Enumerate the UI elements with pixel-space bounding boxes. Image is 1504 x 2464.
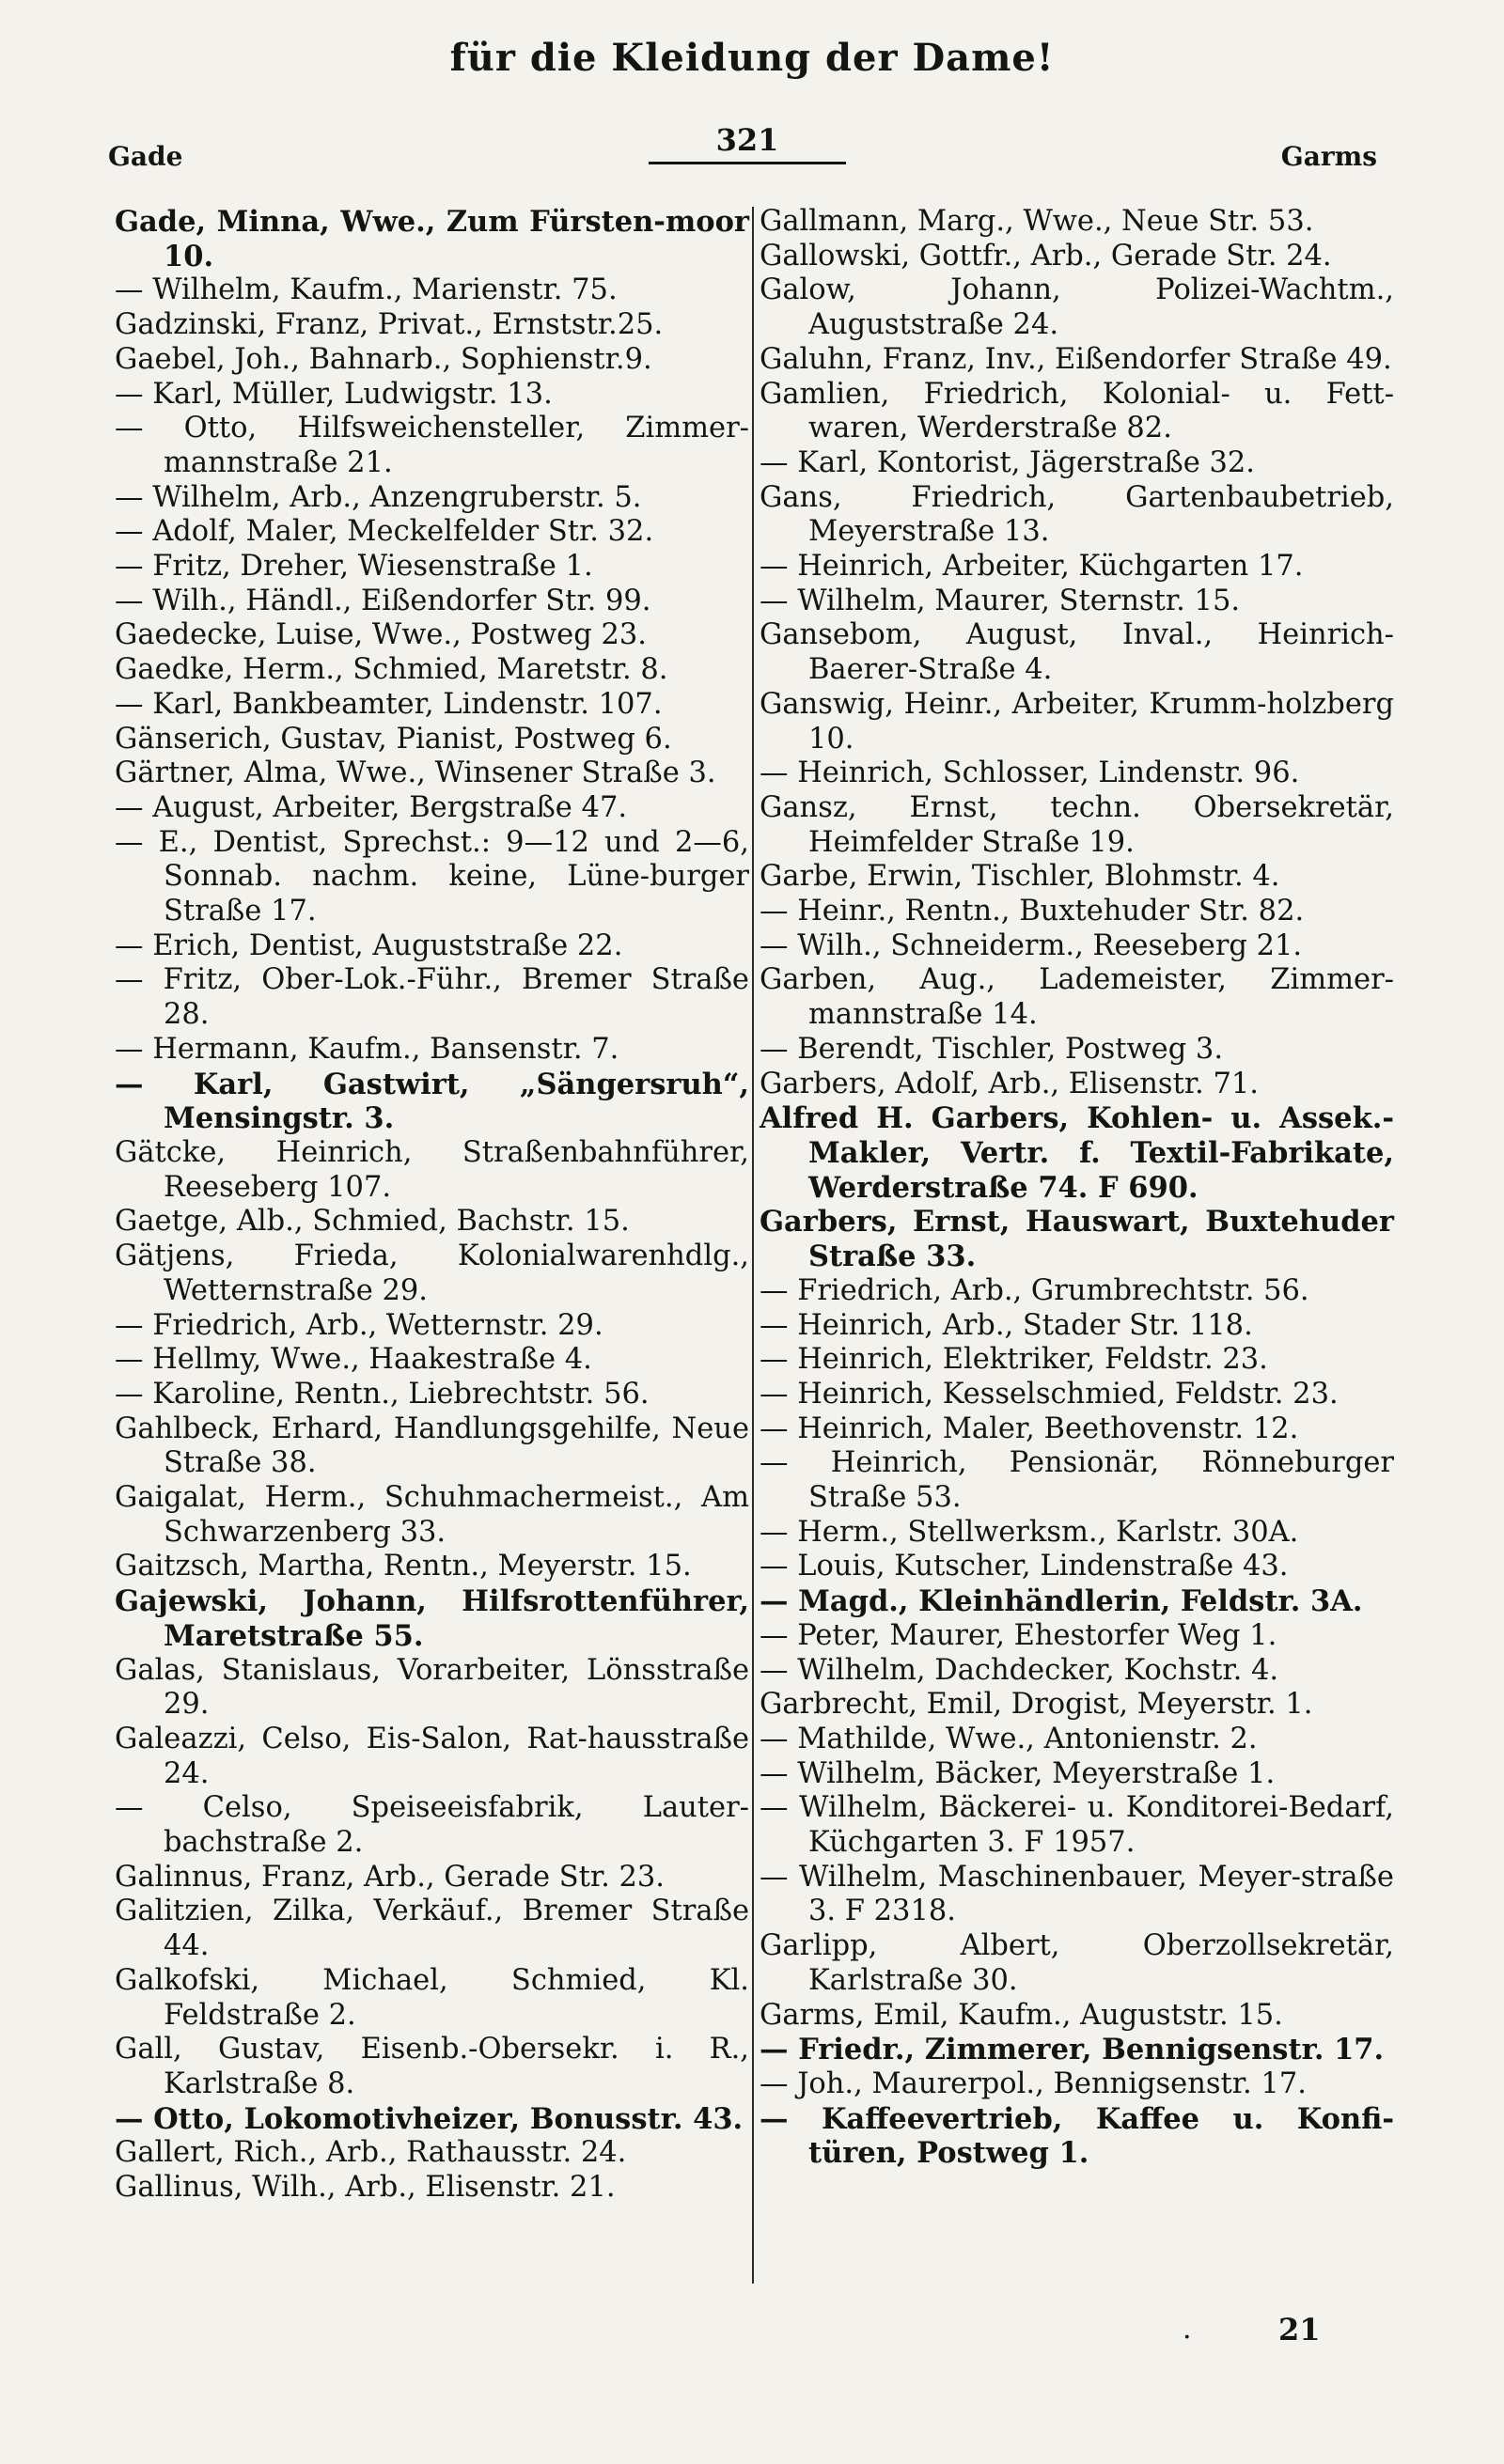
directory-entry: — Otto, Lokomotivheizer, Bonusstr. 43. xyxy=(115,2101,744,2136)
directory-entry: — Wilhelm, Maschinenbauer, Meyer-straße 3. F 2318. xyxy=(760,1860,1394,1928)
directory-entry: Galinnus, Franz, Arb., Gerade Str. 23. xyxy=(115,1860,665,1894)
directory-entry: — Karl, Müller, Ludwigstr. 13. xyxy=(115,377,553,411)
directory-entry: — Erich, Dentist, Auguststraße 22. xyxy=(115,928,623,962)
directory-entry: Garbers, Adolf, Arb., Elisenstr. 71. xyxy=(760,1067,1259,1100)
directory-entry: — Wilhelm, Maurer, Sternstr. 15. xyxy=(760,584,1241,617)
directory-entry: — Heinrich, Kesselschmied, Feldstr. 23. xyxy=(760,1377,1339,1411)
directory-entry: — Peter, Maurer, Ehestorfer Weg 1. xyxy=(760,1618,1277,1652)
directory-entry: — Karl, Bankbeamter, Lindenstr. 107. xyxy=(115,687,663,721)
directory-entry: Garben, Aug., Lademeister, Zimmer-mannstraße 14. xyxy=(760,963,1394,1032)
directory-entry: Garbers, Ernst, Hauswart, Buxtehuder Straße 33. xyxy=(760,1205,1394,1274)
directory-entry: — Karl, Gastwirt, „Sängersruh“, Mensingstr. 3. xyxy=(115,1067,749,1136)
directory-entry: Gamlien, Friedrich, Kolonial- u. Fett-waren, Werderstraße 82. xyxy=(760,377,1394,445)
directory-entry: Galas, Stanislaus, Vorarbeiter, Lönsstraße 29. xyxy=(115,1653,749,1722)
directory-entry: — Herm., Stellwerksm., Karlstr. 30A. xyxy=(760,1515,1299,1549)
directory-entry: — E., Dentist, Sprechst.: 9—12 und 2—6, Sonnab. nachm. keine, Lüne-burger Straße 17. xyxy=(115,825,749,928)
directory-entry: Gätjens, Frieda, Kolonialwarenhdlg., Wetternstraße 29. xyxy=(115,1240,749,1307)
directory-entry: — Wilhelm, Kaufm., Marienstr. 75. xyxy=(115,273,618,307)
directory-entry: Galow, Johann, Polizei-Wachtm., Auguststraße 24. xyxy=(760,273,1394,342)
directory-entry: Gajewski, Johann, Hilfsrottenführer, Maretstraße 55. xyxy=(115,1584,749,1653)
directory-entry: — Heinrich, Pensionär, Rönneburger Straße 53. xyxy=(760,1446,1394,1515)
directory-entry: Ganswig, Heinr., Arbeiter, Krumm-holzberg 10. xyxy=(760,687,1394,756)
directory-entry: Galuhn, Franz, Inv., Eißendorfer Straße 49. xyxy=(760,342,1392,376)
directory-entry: Galitzien, Zilka, Verkäuf., Bremer Straße 44. xyxy=(115,1895,749,1963)
directory-entry: — Mathilde, Wwe., Antonienstr. 2. xyxy=(760,1722,1258,1755)
directory-entry: — Celso, Speiseeisfabrik, Lauter-bachstraße 2. xyxy=(115,1791,749,1860)
directory-entry: Gaigalat, Herm., Schuhmachermeist., Am Schwarzenberg 33. xyxy=(115,1481,749,1549)
directory-entry: Gallowski, Gottfr., Arb., Gerade Str. 24. xyxy=(760,239,1332,273)
directory-entry: — Heinrich, Arbeiter, Küchgarten 17. xyxy=(760,550,1304,584)
directory-entry: — Karl, Kontorist, Jägerstraße 32. xyxy=(760,445,1255,479)
directory-entry: — Hermann, Kaufm., Bansenstr. 7. xyxy=(115,1032,619,1066)
directory-entry: — Wilhelm, Bäcker, Meyerstraße 1. xyxy=(760,1756,1276,1790)
running-head-right: Garms xyxy=(1280,141,1377,172)
directory-entry: — Magd., Kleinhändlerin, Feldstr. 3A. xyxy=(760,1584,1363,1619)
directory-entry: — Berendt, Tischler, Postweg 3. xyxy=(760,1032,1224,1066)
directory-entry: Garlipp, Albert, Oberzollsekretär, Karlstraße 30. xyxy=(760,1929,1394,1997)
directory-entry: — Heinrich, Schlosser, Lindenstr. 96. xyxy=(760,756,1300,790)
directory-entry: Gall, Gustav, Eisenb.-Obersekr. i. R., Karlstraße 8. xyxy=(115,2033,749,2100)
directory-entry: Galkofski, Michael, Schmied, Kl. Feldstraße 2. xyxy=(115,1963,749,2032)
directory-entry: Gallmann, Marg., Wwe., Neue Str. 53. xyxy=(760,205,1314,238)
directory-entry: — Heinrich, Maler, Beethovenstr. 12. xyxy=(760,1411,1299,1445)
directory-entry: Gadzinski, Franz, Privat., Ernststr.25. xyxy=(115,308,664,342)
signature-number: 21 xyxy=(1278,2312,1321,2347)
directory-entry: — Otto, Hilfsweichensteller, Zimmer-mannstraße 21. xyxy=(115,412,749,479)
directory-entry: — Wilhelm, Dachdecker, Kochstr. 4. xyxy=(760,1653,1279,1687)
directory-entry: — Hellmy, Wwe., Haakestraße 4. xyxy=(115,1343,592,1377)
directory-entry: Garbe, Erwin, Tischler, Blohmstr. 4. xyxy=(760,860,1280,894)
directory-entry: — Heinrich, Arb., Stader Str. 118. xyxy=(760,1308,1253,1342)
directory-entry: Gänserich, Gustav, Pianist, Postweg 6. xyxy=(115,722,672,756)
directory-entry: — Wilh., Händl., Eißendorfer Str. 99. xyxy=(115,584,651,617)
directory-entry: — Adolf, Maler, Meckelfelder Str. 32. xyxy=(115,515,654,549)
directory-entry: — Friedr., Zimmerer, Bennigsenstr. 17. xyxy=(760,2033,1385,2067)
directory-entry: — Louis, Kutscher, Lindenstraße 43. xyxy=(760,1550,1289,1583)
directory-entry: Gärtner, Alma, Wwe., Winsener Straße 3. xyxy=(115,756,716,790)
directory-entry: Gätcke, Heinrich, Straßenbahnführer, Reeseberg 107. xyxy=(115,1135,749,1204)
directory-entry: Gaebel, Joh., Bahnarb., Sophienstr.9. xyxy=(115,342,652,376)
directory-entry: Alfred H. Garbers, Kohlen- u. Assek.-Makler, Vertr. f. Textil-Fabrikate, Werderstraße 74. F 690. xyxy=(760,1101,1394,1205)
directory-entry: — Kaffeevertrieb, Kaffee u. Konfi-türen, Postweg 1. xyxy=(760,2101,1394,2171)
column-divider xyxy=(752,207,754,2284)
directory-entry: Gans, Friedrich, Gartenbaubetrieb, Meyerstraße 13. xyxy=(760,480,1394,549)
directory-entry: — Heinr., Rentn., Buxtehuder Str. 82. xyxy=(760,895,1305,928)
directory-entry: — Heinrich, Elektriker, Feldstr. 23. xyxy=(760,1343,1268,1377)
directory-entry: — Wilh., Schneiderm., Reeseberg 21. xyxy=(760,928,1303,962)
directory-entry: Gallinus, Wilh., Arb., Elisenstr. 21. xyxy=(115,2171,616,2205)
page-number: 321 xyxy=(649,122,846,164)
directory-entry: — Karoline, Rentn., Liebrechtstr. 56. xyxy=(115,1377,650,1411)
directory-entry: Gaitzsch, Martha, Rentn., Meyerstr. 15. xyxy=(115,1550,692,1583)
directory-entry: Garbrecht, Emil, Drogist, Meyerstr. 1. xyxy=(760,1688,1313,1722)
left-column xyxy=(115,205,749,2206)
right-column xyxy=(760,205,1394,2171)
directory-entry: Gaedke, Herm., Schmied, Maretstr. 8. xyxy=(115,653,668,687)
directory-entry: Galeazzi, Celso, Eis-Salon, Rat-hausstraße 24. xyxy=(115,1722,749,1790)
directory-entry: — Joh., Maurerpol., Bennigsenstr. 17. xyxy=(760,2066,1307,2100)
decorative-dot: · xyxy=(1183,2321,1192,2354)
directory-entry: — Wilhelm, Bäckerei- u. Konditorei-Bedarf, Küchgarten 3. F 1957. xyxy=(760,1791,1394,1860)
directory-entry: — Fritz, Dreher, Wiesenstraße 1. xyxy=(115,550,593,584)
directory-entry: — Friedrich, Arb., Grumbrechtstr. 56. xyxy=(760,1273,1309,1307)
directory-entry: Gansz, Ernst, techn. Obersekretär, Heimfelder Straße 19. xyxy=(760,790,1394,859)
directory-entry: — Friedrich, Arb., Wetternstr. 29. xyxy=(115,1308,603,1342)
advertisement-banner: für die Kleidung der Dame! xyxy=(449,36,1055,80)
directory-entry: — August, Arbeiter, Bergstraße 47. xyxy=(115,790,628,824)
running-head-left: Gade xyxy=(108,141,183,172)
directory-entry: Gaedecke, Luise, Wwe., Postweg 23. xyxy=(115,618,647,652)
directory-entry: — Wilhelm, Arb., Anzengruberstr. 5. xyxy=(115,480,642,514)
directory-entry: Gansebom, August, Inval., Heinrich-Baerer-Straße 4. xyxy=(760,618,1394,687)
directory-entry: Gaetge, Alb., Schmied, Bachstr. 15. xyxy=(115,1205,630,1239)
directory-entry: — Fritz, Ober-Lok.-Führ., Bremer Straße 28. xyxy=(115,963,749,1032)
directory-entry: Gahlbeck, Erhard, Handlungsgehilfe, Neue Straße 38. xyxy=(115,1411,749,1480)
directory-entry: Gallert, Rich., Arb., Rathausstr. 24. xyxy=(115,2136,627,2170)
directory-entry: Gade, Minna, Wwe., Zum Fürsten-moor 10. xyxy=(115,205,749,273)
directory-entry: Garms, Emil, Kaufm., Auguststr. 15. xyxy=(760,1998,1283,2032)
